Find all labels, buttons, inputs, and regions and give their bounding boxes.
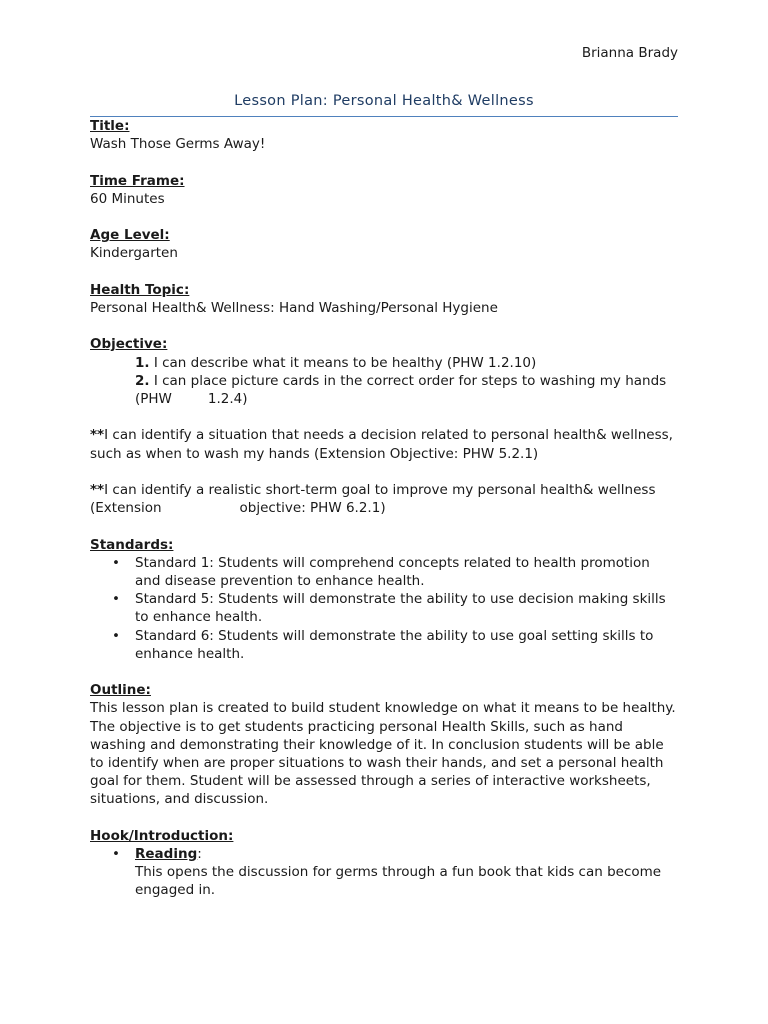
extension-objective-2 bbox=[90, 481, 678, 517]
age-level-section bbox=[90, 226, 678, 262]
outline-text: This lesson plan is created to build student knowledge on what it means to be healthy. The objective is to get students practicing personal Health Skills, such as hand washing and demonstrating their knowledge of it. In conclusion students will be able to identify when are proper situations to wash their hands, and set a personal health goal for them. Student will be assessed through a series of interactive worksheets, situations, and discussion. bbox=[90, 700, 676, 808]
author-name: Brianna Brady bbox=[581, 45, 678, 61]
title-value: Wash Those Germs Away! bbox=[90, 136, 266, 153]
list-item bbox=[90, 845, 678, 900]
objective-item-2 bbox=[90, 372, 678, 408]
extension-stars: ** bbox=[90, 481, 105, 498]
extension-text: I can identify a situation that needs a decision related to personal health& wellness, such as when to wash my hands (Extension Objective: PHW 5.2.1) bbox=[90, 427, 673, 462]
objective-text: I can place picture cards in the correct order for steps to washing my hands (PHW bbox=[135, 372, 667, 407]
time-frame-heading: Time Frame: bbox=[90, 172, 185, 189]
hook-section bbox=[90, 827, 678, 900]
outline-heading: Outline: bbox=[90, 682, 151, 699]
time-frame-value: 60 Minutes bbox=[90, 190, 165, 207]
extension-stars: ** bbox=[90, 427, 105, 444]
extension-text: I can identify a realistic short-term goal to improve my personal health& wellness (Extension bbox=[90, 481, 656, 517]
health-topic-section bbox=[90, 281, 678, 317]
objective-text-code: 1.2.4) bbox=[207, 390, 248, 407]
reading-text: This opens the discussion for germs through a fun book that kids can become engaged in. bbox=[135, 864, 662, 899]
extension-objective-1 bbox=[90, 426, 678, 462]
list-item: • Standard 1: Students will comprehend concepts related to health promotion and disease prevention to enhance health. bbox=[90, 554, 678, 590]
time-frame-section bbox=[90, 172, 678, 208]
document-body bbox=[90, 117, 678, 918]
objective-number: 2. bbox=[135, 372, 150, 389]
hook-heading: Hook/Introduction: bbox=[90, 827, 234, 844]
health-topic-heading: Health Topic: bbox=[90, 281, 190, 298]
objective-item-1 bbox=[90, 354, 678, 372]
objective-text: I can describe what it means to be healthy (PHW 1.2.10) bbox=[149, 354, 537, 371]
objective-heading: Objective: bbox=[90, 336, 168, 353]
document-title: Lesson Plan: Personal Health& Wellness bbox=[234, 93, 534, 109]
standards-list bbox=[90, 554, 678, 663]
objective-section bbox=[90, 335, 678, 408]
age-level-value: Kindergarten bbox=[90, 245, 178, 262]
reading-label: Reading bbox=[135, 845, 198, 862]
list-item: • Standard 5: Students will demonstrate the ability to use decision making skills to enhance health. bbox=[90, 590, 678, 626]
standards-heading: Standards: bbox=[90, 536, 174, 553]
outline-section bbox=[90, 681, 678, 808]
title-section bbox=[90, 117, 678, 153]
title-heading: Title: bbox=[90, 118, 130, 134]
age-level-heading: Age Level: bbox=[90, 227, 170, 244]
hook-list bbox=[90, 845, 678, 900]
objective-number: 1. bbox=[135, 354, 150, 371]
health-topic-value: Personal Health& Wellness: Hand Washing/Personal Hygiene bbox=[90, 299, 498, 316]
extension-text-code: objective: PHW 6.2.1) bbox=[239, 500, 386, 517]
list-item: • Standard 6: Students will demonstrate the ability to use goal setting skills to enhance health. bbox=[90, 627, 678, 663]
standards-section bbox=[90, 536, 678, 663]
reading-colon: : bbox=[197, 845, 202, 862]
